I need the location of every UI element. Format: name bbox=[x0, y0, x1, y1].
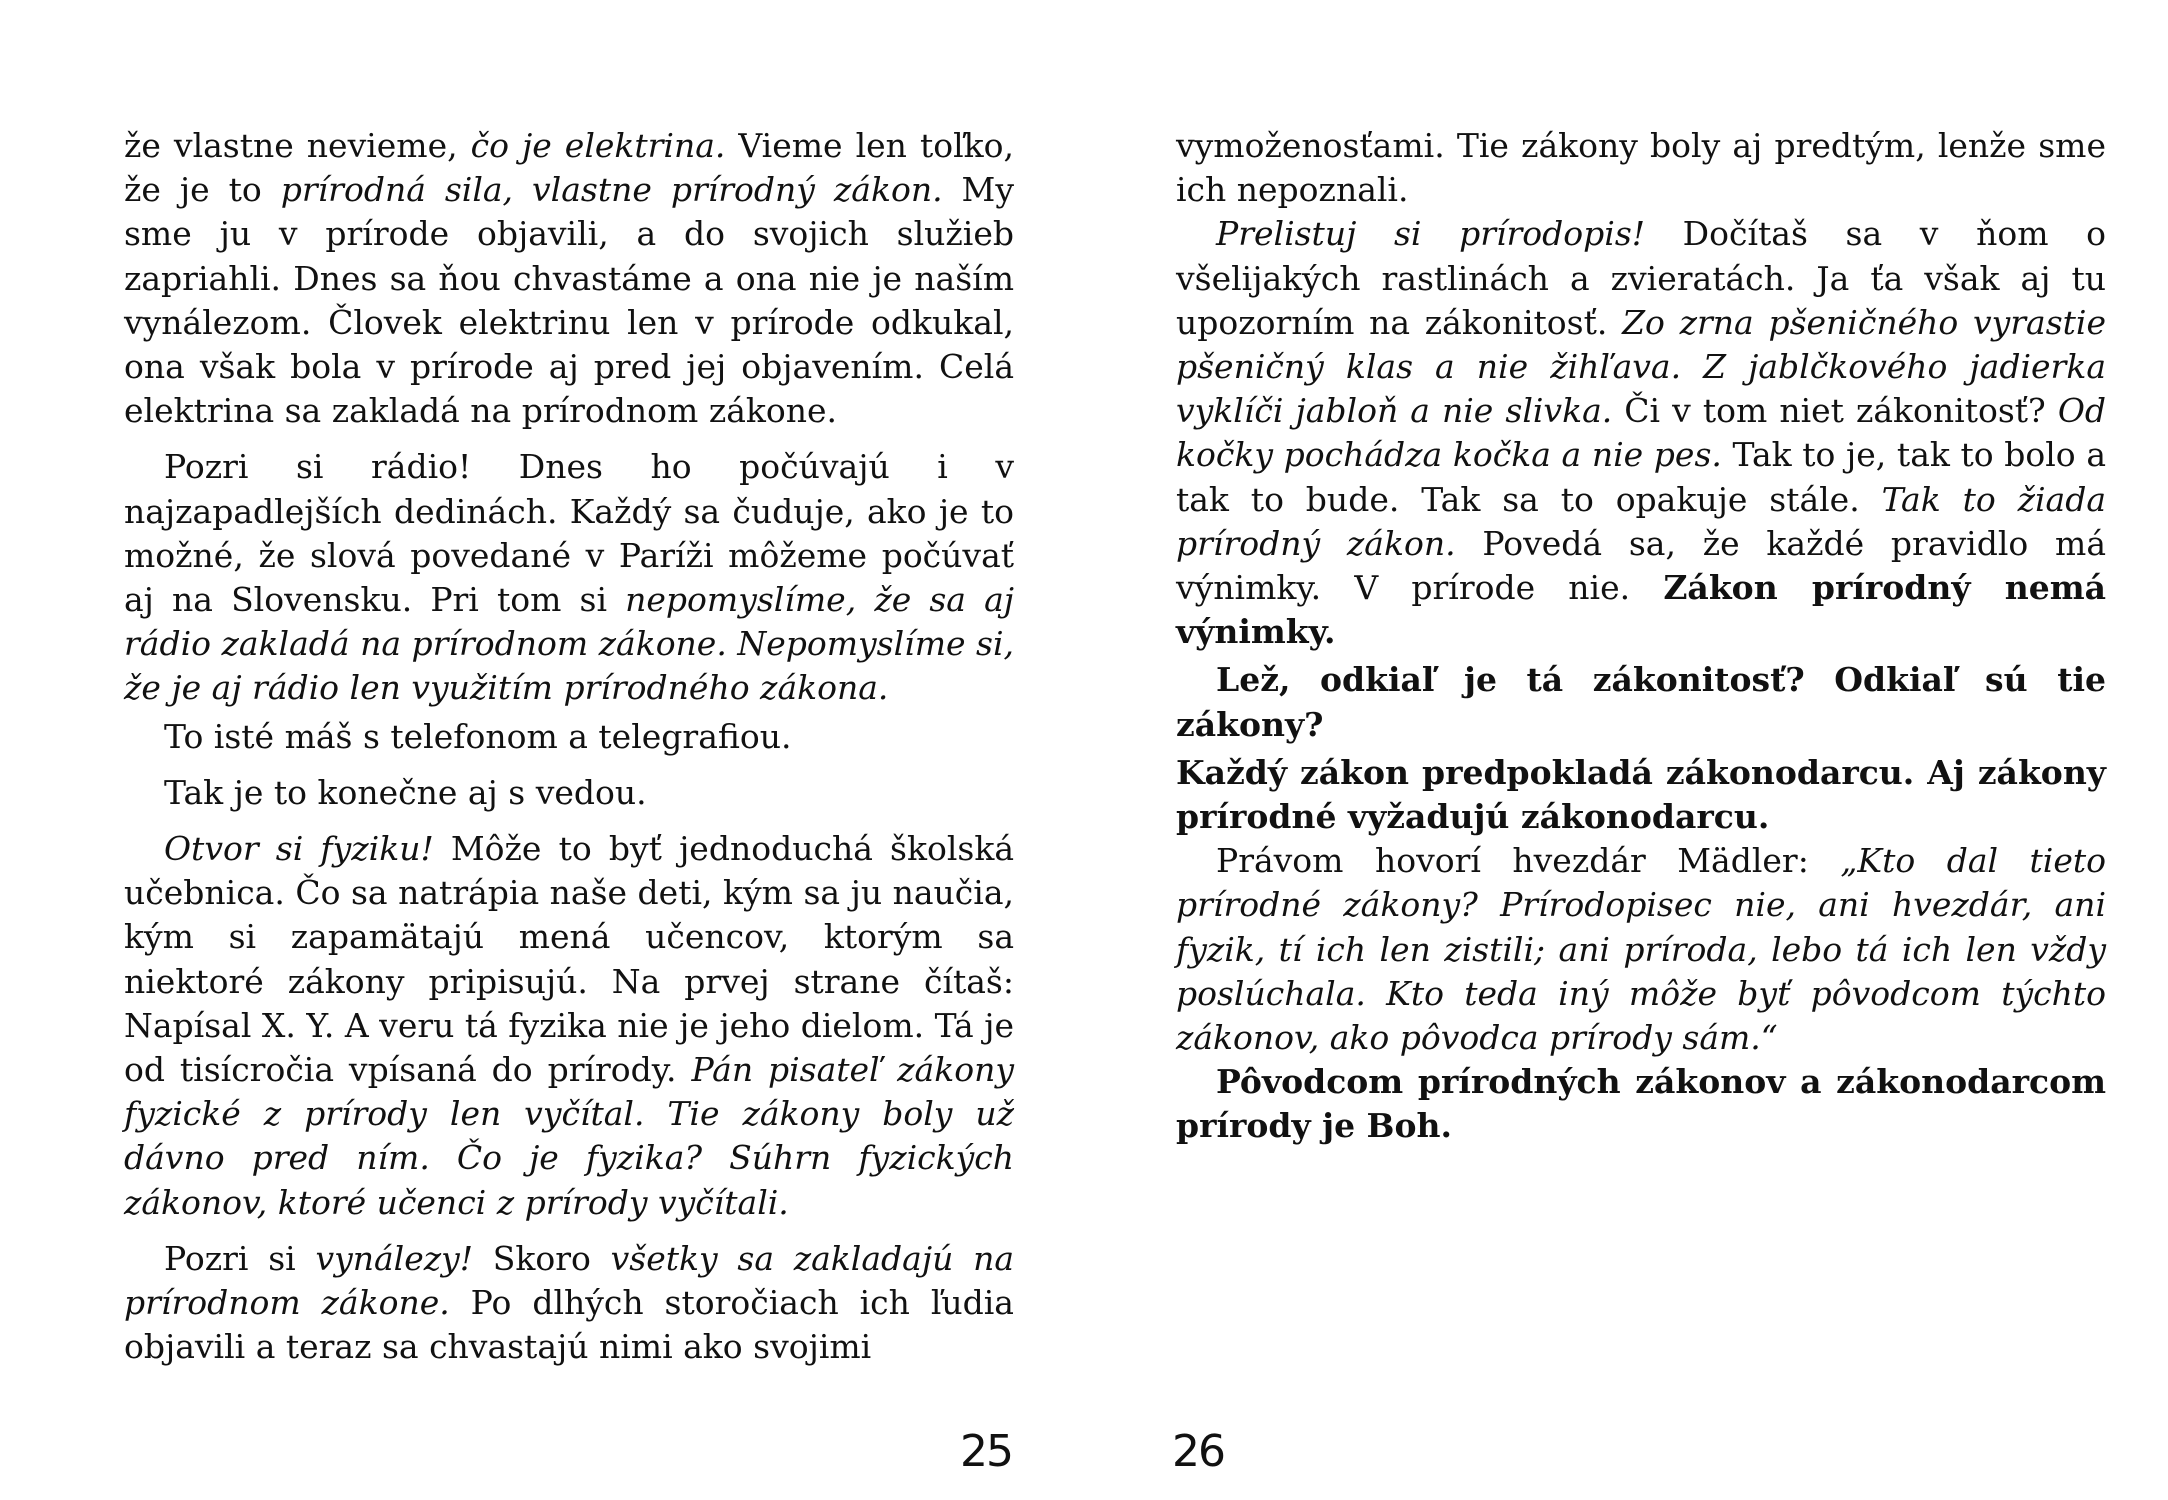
italic-text: nepomyslíme, že sa aj rádio zakladá na prírodnom zákone. Nepomyslíme si, že je aj rádio len využitím prírodného zákona. bbox=[124, 580, 1014, 708]
paragraph bbox=[1176, 658, 2106, 746]
paragraph bbox=[1176, 751, 2106, 839]
italic-text: Otvor si fyziku! bbox=[164, 829, 434, 869]
bold-text: Pôvodcom prírodných zákonov a zákonodarcom prírody je Boh. bbox=[1176, 1062, 2106, 1146]
paragraph: Otvor si fyziku! Môže to byť jednoduchá školská učebnica. Čo sa natrápia naše deti, kým sa ju naučia, kým si zapamätajú mená učencov, ktorým sa niektoré zákony pripisujú. Na prvej strane čítaš: Napísal X. Y. A veru tá fyzika nie je jeho dielom. Tá je od tisícročia vpísaná do prírody. Pán pisateľ zákony fyzické z prírody len vyčítal. Tie zákony boly už dávno pred ním. Čo je fyzika? Súhrn fyzických zákonov, ktoré učenci z prírody vyčítali. bbox=[124, 829, 1014, 1222]
page-number-left: 25 bbox=[960, 1426, 1012, 1477]
italic-text: čo je elektrina. bbox=[470, 126, 726, 165]
italic-text: vynálezy! bbox=[315, 1238, 474, 1278]
paragraph bbox=[1176, 1060, 2106, 1148]
italic-text: prírodná sila, vlastne prírodný zákon. bbox=[280, 170, 943, 210]
paragraph: Tak je to konečne aj s vedou. bbox=[164, 772, 647, 812]
paragraph: vymoženosťami. Tie zákony boly aj predtým, lenže sme ich nepoznali. bbox=[1176, 126, 2106, 210]
page-number-right: 26 bbox=[1172, 1426, 1224, 1477]
italic-text: Tak to žiada prírodný zákon. bbox=[1176, 479, 2106, 563]
paragraph: Pozri si vynálezy! Skoro všetky sa zakladajú na prírodnom zákone. Po dlhých storočiach ich ľudia objavili a teraz sa chvastajú nimi ako svojimi bbox=[124, 1238, 1014, 1367]
paragraph: Právom hovorí hvezdár Mädler: „Kto dal tieto prírodné zákony? Prírodopisec nie, ani hvezdár, ani fyzik, tí ich len zistili; ani príroda, lebo tá ich len vždy poslúchala. Kto teda iný môže byť pôvodcom týchto zákonov, ako pôvodca prírody sám.“ bbox=[1176, 841, 2107, 1058]
paragraph: To isté máš s telefonom a telegrafiou. bbox=[164, 716, 792, 756]
left-page bbox=[124, 124, 1014, 1369]
italic-text: Pán pisateľ zákony fyzické z prírody len vyčítal. Tie zákony boly už dávno pred ním. Čo je fyzika? Súhrn fyzických zákonov, ktoré učenci z prírody vyčítali. bbox=[124, 1050, 1014, 1222]
italic-text: všetky sa zakladajú na prírodnom zákone. bbox=[124, 1238, 1014, 1323]
italic-text: Zo zrna pšeničného vyrastie pšeničný klas a nie žihľava. Z jablčkového jadierka vyklíči jabloň a nie slivka. bbox=[1176, 302, 2106, 431]
italic-text: Od kočky pochádza kočka a nie pes. bbox=[1176, 391, 2106, 475]
bold-text: Zákon prírodný nemá výnimky. bbox=[1176, 568, 2107, 652]
paragraph: Pozri si rádio! Dnes ho počúvajú i v najzapadlejších dedinách. Každý sa čuduje, ako je to možné, že slová povedané v Paríži môžeme počúvať aj na Slovensku. Pri tom si nepomyslíme, že sa aj rádio zakladá na prírodnom zákone. Nepomyslíme si, že je aj rádio len využitím prírodného zákona. bbox=[124, 447, 1014, 708]
italic-text: „Kto dal tieto prírodné zákony? Prírodopisec nie, ani hvezdár, ani fyzik, tí ich len zistili; ani príroda, lebo tá ich len vždy poslúchala. Kto teda iný môže byť pôvodcom týchto zákonov, ako pôvodca prírody sám.“ bbox=[1176, 841, 2107, 1058]
italic-text: Prelistuj si prírodopis! bbox=[1216, 214, 1646, 254]
paragraph: že vlastne nevieme, čo je elektrina. Vieme len toľko, že je to prírodná sila, vlastne prírodný zákon. My sme ju v prírode objavili, a do svojich služieb zapriahli. Dnes sa ňou chvastáme a ona nie je naším vynálezom. Človek elektrinu len v prírode odkukal, ona však bola v prírode aj pred jej objavením. Celá elektrina sa zakladá na prírodnom zákone. bbox=[124, 126, 1014, 431]
bold-text: Každý zákon predpokladá zákonodarcu. Aj zákony prírodné vyžadujú zákonodarcu. bbox=[1176, 752, 2106, 837]
paragraph: Prelistuj si prírodopis! Dočítaš sa v ňom o všelijakých rastlinách a zvieratách. Ja ťa však aj tu upozorním na zákonitosť. Zo zrna pšeničného vyrastie pšeničný klas a nie žihľava. Z jablčkového jadierka vyklíči jabloň a nie slivka. Či v tom niet zákonitosť? Od kočky pochádza kočka a nie pes. Tak to je, tak to bolo a tak to bude. Tak sa to opakuje stále. Tak to žiada prírodný zákon. Povedá sa, že každé pravidlo má výnimky. V prírode nie. Zákon prírodný nemá výnimky. bbox=[1176, 214, 2107, 652]
bold-text: Lež, odkiaľ je tá zákonitosť? Odkiaľ sú tie zákony? bbox=[1176, 660, 2106, 744]
right-page bbox=[1176, 124, 2106, 1149]
